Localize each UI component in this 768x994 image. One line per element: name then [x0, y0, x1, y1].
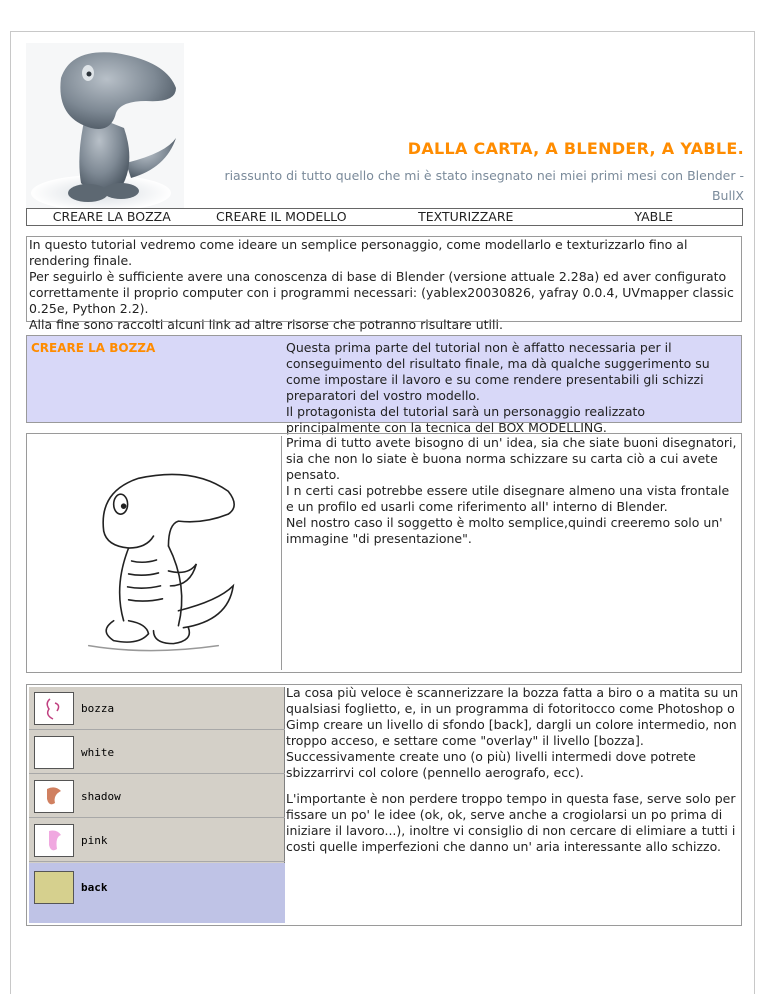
layers-block [26, 684, 742, 926]
section-label: CREARE LA BOZZA [31, 341, 156, 355]
layer-row-pink[interactable] [29, 819, 285, 862]
subtitle-line-2: BullX [711, 188, 744, 203]
sketch-block [26, 433, 742, 673]
layer-name: white [81, 746, 115, 759]
layers-paragraph-1b: Successivamente create uno (o più) livelli intermedi dove potrete sbizzarrirvi col colore (pennello aerografo, ecc). [286, 749, 696, 780]
section-paragraph-1: Questa prima parte del tutorial non è affatto necessaria per il conseguimento del risultato finale, ma dà qualche suggerimento su come impostare il lavoro e su come rendere presentabili gli schizzi preparatori del vostro modello. [286, 340, 710, 403]
sketch-paragraph-3: Nel nostro caso il soggetto è molto semplice,quindi creeremo solo un' immagine "di presentazione". [286, 515, 723, 546]
layer-name: back [81, 881, 108, 894]
sketch-paragraph-2: I n certi casi potrebbe essere utile disegnare almeno una vista frontale e un profilo ed usarli come riferimento all' interno di Blender. [286, 483, 730, 514]
layer-name: bozza [81, 702, 115, 715]
layers-paragraph-1 [286, 685, 739, 781]
intro-box [26, 236, 742, 332]
nav-link-creare-la-bozza[interactable]: CREARE LA BOZZA [52, 209, 171, 224]
sketch-image [29, 436, 282, 670]
layer-row-back[interactable] [29, 863, 285, 923]
intro-paragraph-3: Alla fine sono raccolti alcuni link ad altre risorse che potranno risultare utili. [29, 317, 503, 332]
layer-thumbnail [34, 871, 74, 904]
layer-thumbnail [34, 692, 74, 725]
layers-panel [29, 687, 285, 923]
layer-row-shadow[interactable] [29, 775, 285, 818]
layers-paragraph-2: L'importante è non perdere troppo tempo in questa fase, serve solo per fissare un po' le idee (ok, ok, serve anche a crogiolarsi un po prima di iniziare il lavoro...), inoltre vi consiglio di non cercare di elimiare a tutti i costi quelle imperfezioni che danno un' aria interessante allo schizzo. [286, 791, 736, 854]
section-nav [26, 208, 743, 226]
sketch-paragraph-1: Prima di tutto avete bisogno di un' idea, sia che siate buoni disegnatori, sia che non lo siate è buona norma schizzare su carta ciò a cui avete pensato. [286, 435, 737, 482]
layer-thumbnail [34, 824, 74, 857]
page-subtitle [200, 166, 744, 206]
page-title: DALLA CARTA, A BLENDER, A YABLE. [407, 139, 744, 158]
section-paragraph-2: Il protagonista del tutorial sarà un personaggio realizzato principalmente con la tecnica del BOX MODELLING. [286, 404, 646, 435]
layer-thumbnail [34, 780, 74, 813]
nav-link-texturizzare[interactable]: TEXTURIZZARE [418, 209, 514, 224]
section-description [286, 340, 738, 436]
layers-paragraph-1a: La cosa più veloce è scannerizzare la bozza fatta a biro o a matita su un qualsiasi foglietto, e, in un programma di fotoritocco come Photoshop o Gimp creare un livello di sfondo [back], dargli un colore intermedio, non troppo acceso, e settare come "overlay" il livello [bozza]. [286, 685, 739, 748]
nav-link-creare-il-modello[interactable]: CREARE IL MODELLO [216, 209, 347, 224]
layer-name: shadow [81, 790, 121, 803]
subtitle-line-1: riassunto di tutto quello che mi è stato insegnato nei miei primi mesi con Blender - [224, 168, 744, 183]
intro-paragraph-2: Per seguirlo è sufficiente avere una conoscenza di base di Blender (versione attuale 2.28a) ed aver configurato correttamente il proprio computer con i programmi necessari: (yablex20030826, yafray 0.0.4, UVmapper classic 0.25e, Python 2.2). [29, 269, 734, 316]
layer-row-white[interactable] [29, 731, 285, 774]
nav-link-yable[interactable]: YABLE [634, 209, 674, 224]
layers-description [286, 685, 739, 865]
layer-row-bozza[interactable] [29, 687, 285, 730]
intro-paragraph-1: In questo tutorial vedremo come ideare un semplice personaggio, come modellarlo e texturizzarlo fino al rendering finale. [29, 237, 688, 268]
mascot-image [26, 43, 184, 211]
sketch-description [286, 435, 738, 547]
section-header-creare-la-bozza [26, 335, 742, 435]
layer-name: pink [81, 834, 108, 847]
layer-thumbnail [34, 736, 74, 769]
